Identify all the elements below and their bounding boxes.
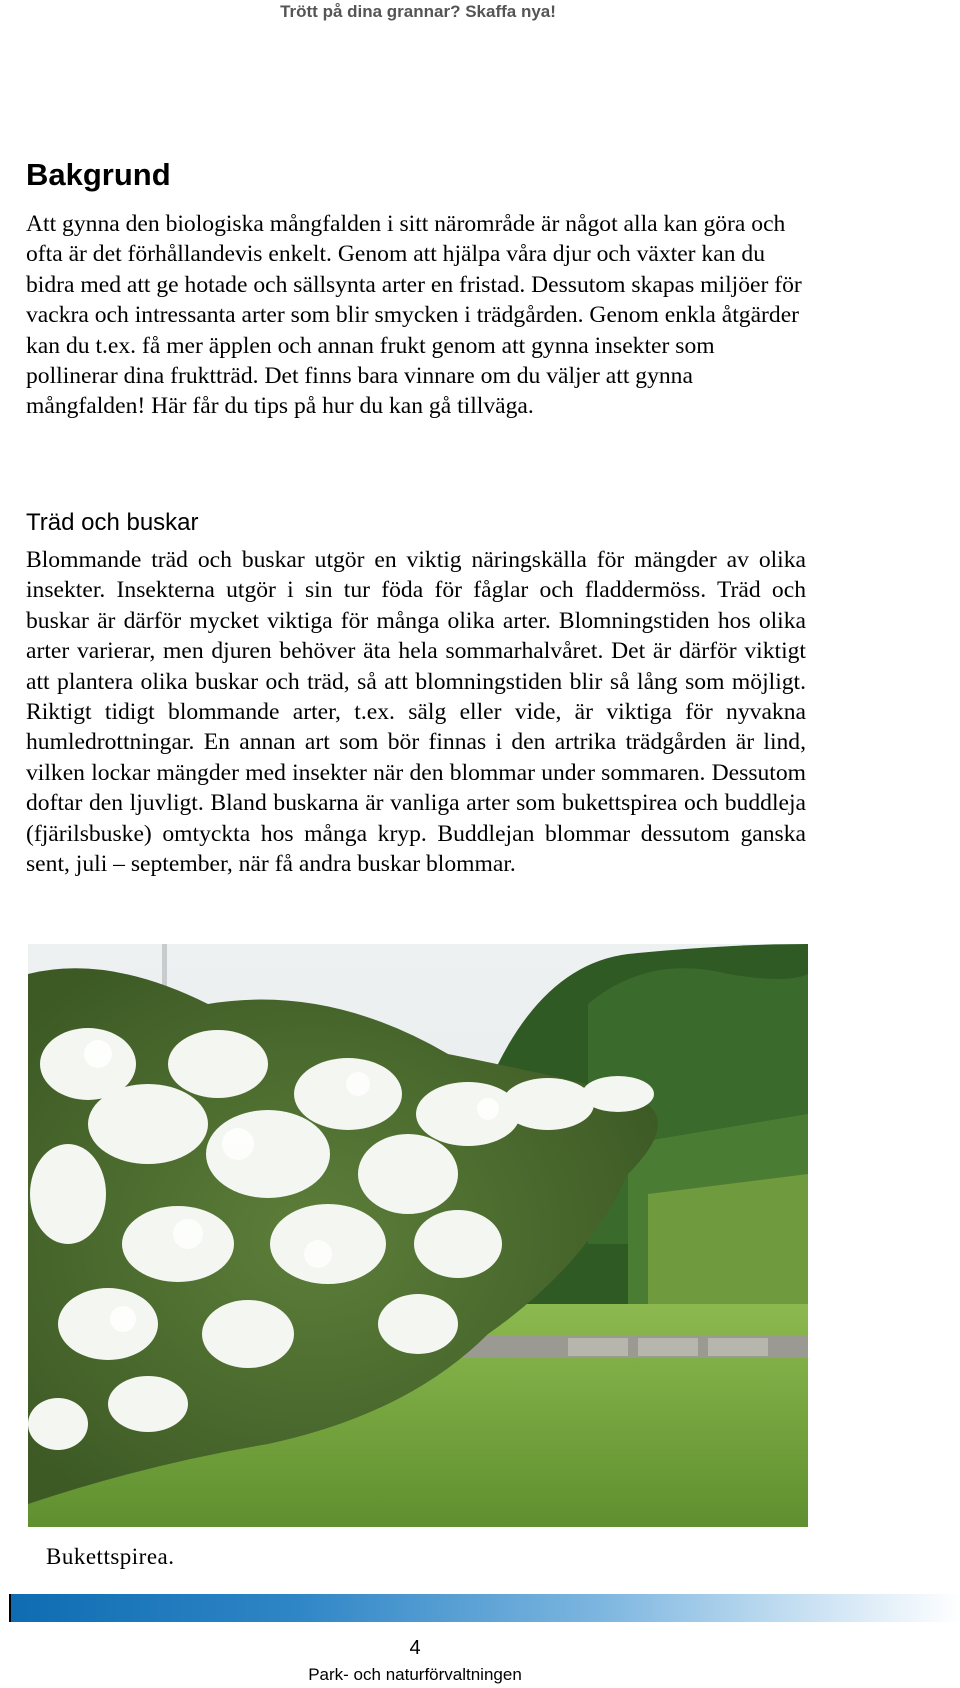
section-body-trad-och-buskar: Blommande träd och buskar utgör en viktig näringskälla för mängder av olika insekter. Insekterna utgör i sin tur föda för fåglar och fladdermöss. Träd och buskar är därför mycket viktiga för många olika arter. Blomningstiden hos olika arter varierar, men djuren behöver äta hela sommarhalvåret. Det är därför viktigt att plantera olika buskar och träd, så att blomningstiden blir så lång som möjligt. Riktigt tidigt blommande arter, t.ex. sälg eller vide, är viktiga för nyvakna humledrottningar. En annan art som bör finnas i den artrika trädgården är lind, vilken lockar mängder med insekter när den blommar under sommaren. Dessutom doftar den ljuvligt. Bland buskarna är vanliga arter som bukettspirea och buddleja (fjärilsbuske) omtyckta hos många kryp. Buddlejan blommar dessutom ganska sent, juli – september, när få andra buskar blommar. xyxy=(26,547,806,878)
footer-gradient-bar xyxy=(9,1594,960,1622)
figure-caption: Bukettspirea. xyxy=(46,1544,175,1569)
footer-organization: Park- och naturförvaltningen xyxy=(308,1665,522,1684)
section-body-bakgrund: Att gynna den biologiska mångfalden i sitt närområde är något alla kan göra och ofta är det förhållandevis enkelt. Genom att hjälpa våra djur och växter kan du bidra med att ge hotade och sällsynta arter en fristad. Dessutom skapas miljöer för vackra och intressanta arter som blir smycken i trädgården. Genom enkla åtgärder kan du t.ex. få mer äpplen och annan frukt genom att gynna insekter som pollinerar dina fruktträd. Det finns bara vinnare om du väljer att gynna mångfalden! Här får du tips på hur du kan gå tillväga. xyxy=(26,211,802,420)
section-heading-bakgrund: Bakgrund xyxy=(26,157,171,192)
bukettspirea-photo xyxy=(28,944,808,1527)
page-number: 4 xyxy=(409,1637,421,1659)
page-header: Trött på dina grannar? Skaffa nya! xyxy=(280,2,556,21)
section-heading-trad-och-buskar: Träd och buskar xyxy=(26,509,199,536)
